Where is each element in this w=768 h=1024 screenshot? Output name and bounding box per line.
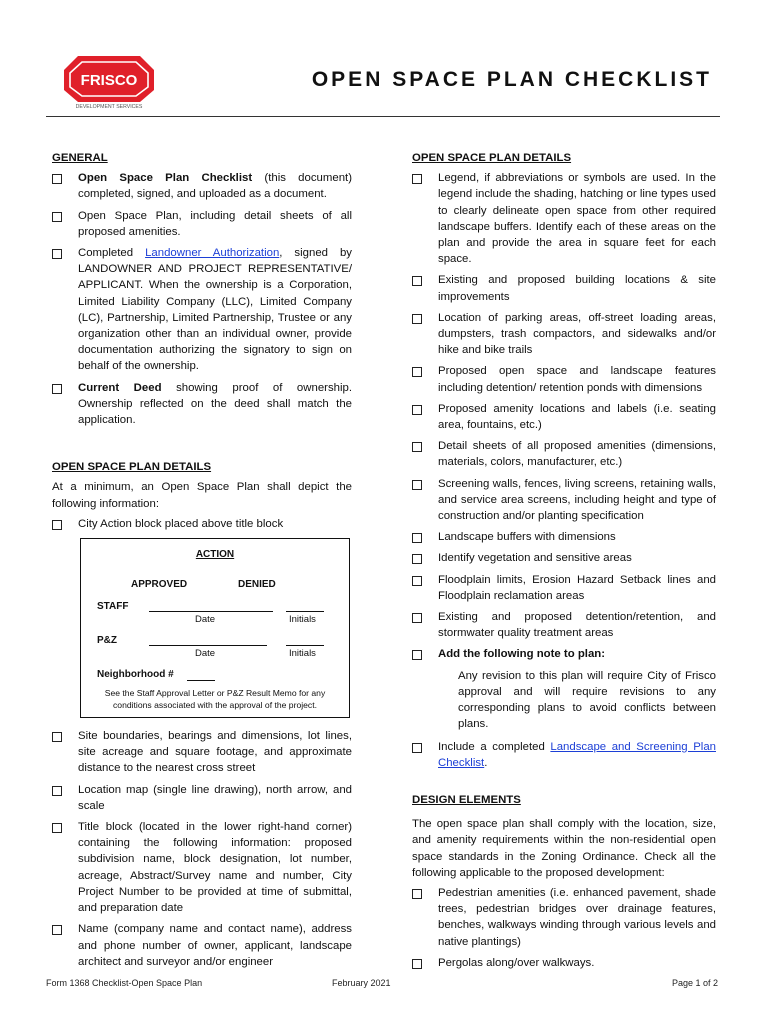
pz-initials-caption: Initials [289, 648, 316, 660]
neighborhood-label: Neighborhood # [97, 669, 174, 681]
checkbox[interactable] [412, 405, 422, 415]
checklist-item: Pergolas along/over walkways. [412, 955, 716, 971]
action-title: ACTION [195, 549, 235, 561]
checkbox[interactable] [52, 823, 62, 833]
staff-label: STAFF [97, 601, 129, 613]
footer-date: February 2021 [332, 978, 391, 988]
logo-text: FRISCO [80, 72, 138, 89]
checklist-item: Identify vegetation and sensitive areas [412, 550, 716, 566]
header-divider [46, 116, 720, 117]
design-intro: The open space plan shall comply with the location, size, and amenity requirements within the non-residential open space standards in the Zoning Ordinance. Check all the following applicable to the proposed development: [412, 818, 716, 879]
plan-note-text: Any revision to this plan will require City of Frisco approval and will require revisions to any corresponding plans to avoid conflicts between plans. [458, 669, 716, 731]
checklist-item: Open Space Plan, including detail sheets of all proposed amenities. [52, 208, 352, 240]
checklist-item: Open Space Plan Checklist (this document) completed, signed, and uploaded as a document. [52, 170, 352, 202]
checkbox[interactable] [412, 613, 422, 623]
checklist-item: Proposed open space and landscape features including detention/ retention ponds with dimensions [412, 363, 716, 395]
design-heading: DESIGN ELEMENTS [412, 793, 521, 806]
checklist-item: Add the following note to plan: [412, 646, 716, 662]
checkbox[interactable] [412, 650, 422, 660]
denied-label: DENIED [238, 579, 276, 591]
checkbox[interactable] [412, 314, 422, 324]
footer-page: Page 1 of 2 [671, 978, 718, 988]
checkbox[interactable] [412, 959, 422, 969]
neighborhood-line [187, 680, 215, 681]
right-column [412, 150, 716, 976]
checklist-item: Location of parking areas, off-street loading areas, dumpsters, trash compactors, and sidewalks and/or hike and bike trails [412, 310, 716, 359]
checkbox[interactable] [52, 212, 62, 222]
checklist-item: Include a completed Landscape and Screening Plan Checklist. [412, 739, 716, 771]
checklist-item: Floodplain limits, Erosion Hazard Setback lines and Floodplain reclamation areas [412, 572, 716, 604]
checklist-item: Existing and proposed detention/retention, and stormwater quality treatment areas [412, 609, 716, 641]
landowner-authorization-link[interactable]: Landowner Authorization [145, 247, 280, 260]
checkbox[interactable] [412, 480, 422, 490]
left-column [52, 150, 352, 975]
pz-label: P&Z [97, 635, 117, 647]
city-action-block [80, 538, 350, 718]
checkbox[interactable] [52, 732, 62, 742]
staff-initials-caption: Initials [289, 614, 316, 626]
checklist-item: Name (company name and contact name), address and phone number of owner, applicant, landscape architect and surveyor and/or engineer [52, 921, 352, 970]
checkbox[interactable] [52, 249, 62, 259]
checkbox[interactable] [52, 520, 62, 530]
checklist-item: Completed Landowner Authorization, signed by LANDOWNER AND PROJECT REPRESENTATIVE/ APPLICANT. When the ownership is a Corporation, Limited Liability Company (LLC), Limited Company (LC), Partnership, Limited Partnership, Trustee or any organization other than an individual owner, provide documentation authorizing the signatory to sign on behalf of the ownership. [52, 245, 352, 375]
checklist-item: Site boundaries, bearings and dimensions, lot lines, site acreage and square footage, and approximate distance to the nearest cross street [52, 728, 352, 777]
checkbox[interactable] [52, 786, 62, 796]
checklist-item: Screening walls, fences, living screens, retaining walls, and service area screens, including height and type of construction and/or planting specification [412, 476, 716, 525]
details-heading-right: OPEN SPACE PLAN DETAILS [412, 152, 572, 164]
checklist-item: Location map (single line drawing), north arrow, and scale [52, 782, 352, 814]
logo-subtext: DEVELOPMENT SERVICES [75, 104, 143, 110]
checkbox[interactable] [412, 889, 422, 899]
checkbox[interactable] [412, 743, 422, 753]
pz-date-caption: Date [195, 648, 216, 660]
checklist-item: Landscape buffers with dimensions [412, 529, 716, 545]
general-heading: GENERAL [52, 152, 108, 164]
checkbox[interactable] [52, 384, 62, 394]
checkbox[interactable] [412, 276, 422, 286]
checklist-item: Proposed amenity locations and labels (i.e. seating area, fountains, etc.) [412, 401, 716, 433]
action-note: See the Staff Approval Letter or P&Z Result Memo for any conditions associated with the approval of the project. [104, 688, 326, 711]
checklist-item: Existing and proposed building locations & site improvements [412, 272, 716, 304]
checkbox[interactable] [52, 925, 62, 935]
staff-date-caption: Date [195, 614, 216, 626]
checklist-item: Legend, if abbreviations or symbols are used. In the legend include the shading, hatching or line types used to clearly delineate open space from other required landscape buffers. Identify each of these areas on the plan and provide the area in square feet for each space. [412, 170, 716, 267]
details-heading-left: OPEN SPACE PLAN DETAILS [52, 461, 212, 474]
checkbox[interactable] [412, 442, 422, 452]
approved-label: APPROVED [131, 579, 188, 591]
checklist-item: Pedestrian amenities (i.e. enhanced pavement, shade trees, pedestrian bridges over drainage features, benches, walkways winding through various levels and native plantings) [412, 885, 716, 950]
checkbox[interactable] [412, 576, 422, 586]
checklist-item: Current Deed showing proof of ownership. Ownership reflected on the deed shall match the application. [52, 380, 352, 429]
checklist-item: Title block (located in the lower right-hand corner) containing the following information: proposed subdivision name, block designation, lot number, acreage, Abstract/Survey name and number, City Project Number to be provided at time of submittal, and preparation date [52, 819, 352, 916]
checkbox[interactable] [412, 554, 422, 564]
checklist-item: City Action block placed above title block [52, 516, 352, 532]
checklist-item: Detail sheets of all proposed amenities (dimensions, materials, colors, manufacturer, etc.) [412, 438, 716, 470]
details-intro: At a minimum, an Open Space Plan shall depict the following information: [52, 481, 352, 510]
checkbox[interactable] [412, 533, 422, 543]
footer-form: Form 1368 Checklist-Open Space Plan [46, 978, 203, 988]
frisco-logo [60, 54, 158, 110]
landscape-screening-checklist-link[interactable]: Landscape and Screening Plan Checklist [438, 740, 716, 769]
page-title: OPEN SPACE PLAN CHECKLIST [311, 68, 712, 91]
checkbox[interactable] [412, 174, 422, 184]
checkbox[interactable] [52, 174, 62, 184]
checkbox[interactable] [412, 367, 422, 377]
